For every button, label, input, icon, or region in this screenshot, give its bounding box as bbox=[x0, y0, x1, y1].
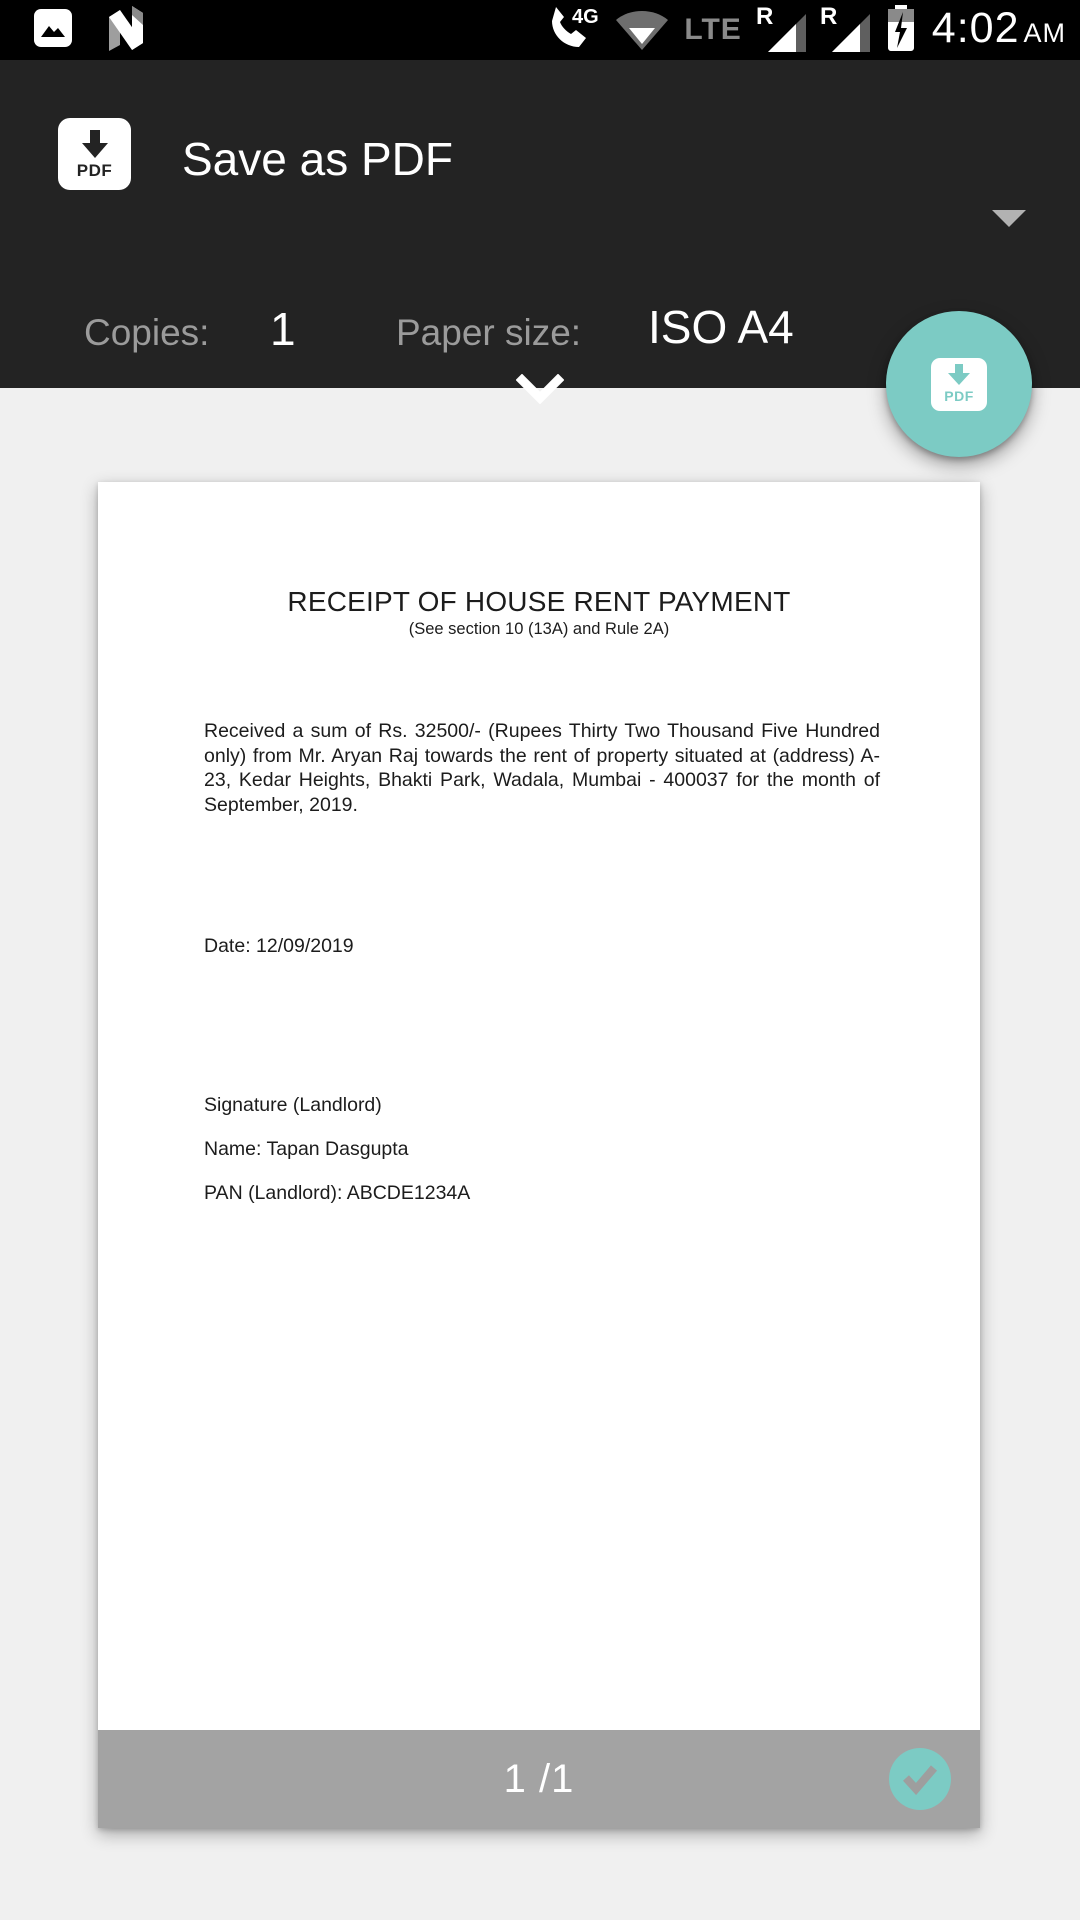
signal-roaming-icon-1 bbox=[756, 4, 806, 57]
status-bar bbox=[0, 0, 1080, 60]
android-nougat-icon bbox=[103, 5, 149, 56]
document-date-line: Date: 12/09/2019 bbox=[204, 935, 354, 957]
paper-size-value[interactable]: ISO A4 bbox=[648, 301, 794, 353]
document-title: RECEIPT OF HOUSE RENT PAYMENT bbox=[287, 586, 791, 617]
gallery-notification-icon bbox=[33, 8, 73, 53]
check-icon bbox=[900, 1763, 940, 1795]
clock: 4:02 AM bbox=[931, 3, 1066, 52]
fab-pdf-icon: PDF bbox=[931, 358, 987, 411]
svg-text:R: R bbox=[819, 3, 838, 30]
page-indicator-bar bbox=[98, 1730, 980, 1828]
document-preview-page bbox=[98, 482, 980, 1828]
hd-voice-4g-icon bbox=[548, 5, 600, 56]
save-as-pdf-icon: PDF bbox=[58, 118, 131, 190]
document-signature-line: Signature (Landlord) bbox=[204, 1094, 382, 1116]
paper-size-label: Paper size: bbox=[396, 312, 582, 353]
destination-dropdown-icon[interactable] bbox=[992, 210, 1026, 227]
page-selected-check-button[interactable] bbox=[889, 1748, 951, 1810]
save-pdf-fab[interactable] bbox=[886, 311, 1032, 457]
document-body-paragraph: Received a sum of Rs. 32500/- (Rupees Thirty Two Thousand Five Hundred only) from Mr. Aryan Raj towards the rent of property situated at (address) A-23, Kedar Heights, Bhakti Park, Wadala, Mumbai - 400037 for the month of September, 2019. bbox=[204, 720, 880, 816]
svg-text:R: R bbox=[755, 3, 774, 30]
copies-label: Copies: bbox=[84, 312, 210, 353]
battery-charging-icon bbox=[884, 4, 918, 57]
expand-options-chevron-icon[interactable] bbox=[516, 374, 564, 404]
signal-roaming-icon-2 bbox=[820, 4, 870, 57]
document-pan-line: PAN (Landlord): ABCDE1234A bbox=[204, 1182, 471, 1204]
document-name-line: Name: Tapan Dasgupta bbox=[204, 1138, 409, 1160]
svg-text:4G: 4G bbox=[572, 5, 600, 28]
destination-selector[interactable]: Save as PDF bbox=[182, 133, 453, 185]
document-subtitle: (See section 10 (13A) and Rule 2A) bbox=[408, 620, 670, 638]
lte-indicator: LTE bbox=[684, 13, 742, 46]
page-indicator: 1 /1 bbox=[503, 1756, 575, 1801]
wifi-icon bbox=[614, 6, 670, 55]
copies-value[interactable]: 1 bbox=[270, 303, 296, 355]
